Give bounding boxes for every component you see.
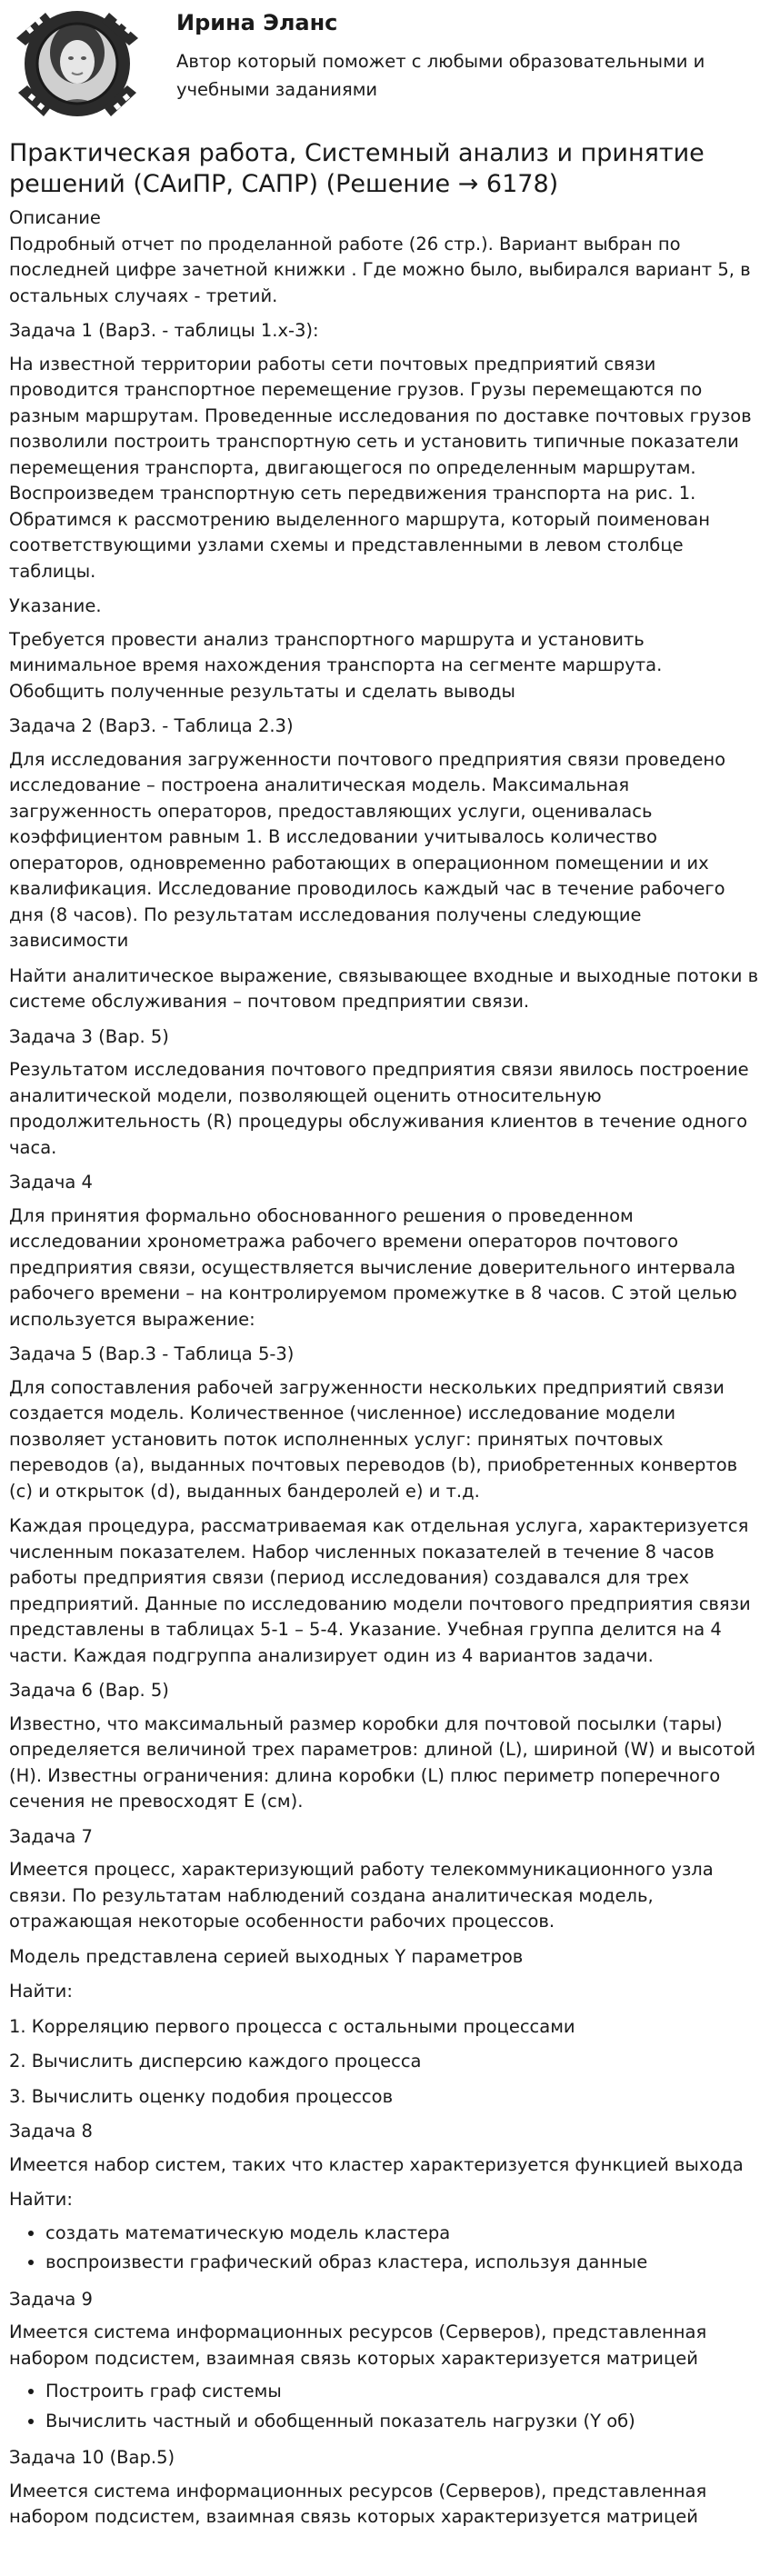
task-8-find-label: Найти:: [9, 2189, 73, 2210]
list-item: • Построить граф системы: [45, 2379, 761, 2405]
film-reel-avatar-icon: [9, 5, 145, 122]
list-item: • создать математическую модель кластера: [45, 2221, 761, 2247]
description-label: Описание: [9, 207, 101, 228]
task-5-heading: Задача 5 (Вар.3 - Таблица 5-3): [9, 1343, 295, 1364]
task-9-heading: Задача 9: [9, 2288, 93, 2310]
task-3-heading: Задача 3 (Вар. 5): [9, 1025, 169, 1047]
list-item: • Вычислить частный и обобщенный показатель нагрузки (Y об): [45, 2409, 761, 2435]
task-6-heading: Задача 6 (Вар. 5): [9, 1680, 169, 1701]
avatar[interactable]: [9, 5, 145, 122]
task-4-heading: Задача 4: [9, 1172, 93, 1193]
task-7-text: Имеется процесс, характеризующий работу телекоммуникационного узла связи. По результатам наблюдений создана аналитическая модель, отражающая некоторые особенности рабочих процессов.: [9, 1859, 714, 1932]
task-7-heading: Задача 7: [9, 1825, 93, 1847]
task-7-item-3: 3. Вычислить оценку подобия процессов: [9, 2085, 394, 2107]
author-name[interactable]: Ирина Эланс: [176, 10, 338, 35]
task-7-item-1: 1. Корреляцию первого процесса с остальными процессами: [9, 2015, 575, 2037]
task-3-text: Результатом исследования почтового предприятия связи явилось построение аналитической модели, позволяющей оценить относительную продолжительность (R) процедуры обслуживания клиентов в течение одного часа.: [9, 1059, 749, 1158]
task-1-hint-label: Указание.: [9, 595, 102, 616]
task-8-heading: Задача 8: [9, 2121, 93, 2142]
task-8-list: [9, 2221, 761, 2276]
task-4-text: Для принятия формально обоснованного решения о проведенном исследовании хронометража рабочего времени операторов почтового предприятия связи, осуществляется вычисление доверительного интервала рабочего времени – на контролируемом промежутке в 8 часов. С этой целью используется выражение:: [9, 1204, 737, 1330]
task-6-text: Известно, что максимальный размер коробки для почтовой посылки (тары) определяется величиной трех параметров: длиной (L), шириной (W) и высотой (H). Известны ограничения: длина коробки (L) плюс периметр поперечного сечения не превосходят E (см).: [9, 1712, 756, 1812]
task-7-model: Модель представлена серией выходных Y параметров: [9, 1945, 524, 1967]
intro-paragraph: Подробный отчет по проделанной работе (26 стр.). Вариант выбран по последней цифре зачетной книжки . Где можно было, выбирался вариант 5, в остальных случаях - третий.: [9, 233, 751, 306]
task-10-text: Имеется система информационных ресурсов (Серверов), представленная набором подсистем, взаимная связь которых характеризуется матрицей: [9, 2480, 707, 2527]
task-1-heading: Задача 1 (Вар3. - таблицы 1.х-3):: [9, 320, 319, 341]
task-8-text: Имеется набор систем, таких что кластер характеризуется функцией выхода: [9, 2153, 744, 2175]
page-title: Практическая работа, Системный анализ и принятие решений (САиПР, САПР) (Решение → 6178): [9, 139, 705, 198]
author-block: [9, 5, 761, 129]
task-1-hint-text: Требуется провести анализ транспортного маршрута и установить минимальное время нахождения транспорта на сегменте маршрута. Обобщить полученные результаты и сделать выводы: [9, 628, 663, 702]
task-2-question: Найти аналитическое выражение, связывающее входные и выходные потоки в системе обслуживания – почтовом предприятии связи.: [9, 964, 759, 1012]
task-2-text: Для исследования загруженности почтового предприятия связи проведено исследование – построена аналитическая модель. Максимальная загруженность операторов, предоставляющих услуги, оценивалась коэффициентом равным 1. В исследовании учитывалось количество операторов, одновременно работающих в операционном помещении и их квалификация. Исследование проводилось каждый час в течение рабочего дня (8 часов). По результатам исследования получены следующие зависимости: [9, 748, 726, 951]
task-7-find-label: Найти:: [9, 1981, 73, 2002]
task-5-text: Для сопоставления рабочей загруженности нескольких предприятий связи создается модель. Количественное (численное) исследование модели позволяет установить поток исполненных услуг: принятых почтовых переводов (а), выданных почтовых переводов (b), приобретенных конвертов (с) и открыток (d), выданных бандеролей е) и т.д.: [9, 1376, 738, 1502]
task-10-heading: Задача 10 (Вар.5): [9, 2447, 175, 2468]
task-9-list: [9, 2379, 761, 2434]
list-item: • воспроизвести графический образ кластера, используя данные: [45, 2250, 761, 2276]
author-info: [176, 5, 740, 104]
task-1-text: На известной территории работы сети почтовых предприятий связи проводится транспортное перемещение грузов. Грузы перемещаются по разным маршрутам. Проведенные исследования по доставке почтовых грузов позволили построить транспортную сеть и установить типичные показатели перемещения транспорта, двигающегося по определенным маршрутам. Воспроизведем транспортную сеть передвижения транспорта на рис. 1. Обратимся к рассмотрению выделенного маршрута, который поименован соответствующими узлами схемы и представленными в левом столбце таблицы.: [9, 353, 752, 582]
task-2-heading: Задача 2 (Вар3. - Таблица 2.3): [9, 715, 294, 736]
task-9-text: Имеется система информационных ресурсов (Серверов), представленная набором подсистем, взаимная связь которых характеризуется матрицей: [9, 2321, 707, 2369]
author-description: Автор который поможет с любыми образовательными и учебными заданиями: [176, 51, 705, 100]
task-7-item-2: 2. Вычислить дисперсию каждого процесса: [9, 2051, 422, 2072]
task-5-text-2: Каждая процедура, рассматриваемая как отдельная услуга, характеризуется численным показателем. Набор численных показателей в течение 8 часов работы предприятия связи (период исследования) создавался для трех предприятий. Данные по исследованию модели почтового предприятия связи представлены в таблицах 5-1 – 5-4. Указание. Учебная группа делится на 4 части. Каждая подгруппа анализирует один из 4 вариантов задачи.: [9, 1515, 751, 1666]
